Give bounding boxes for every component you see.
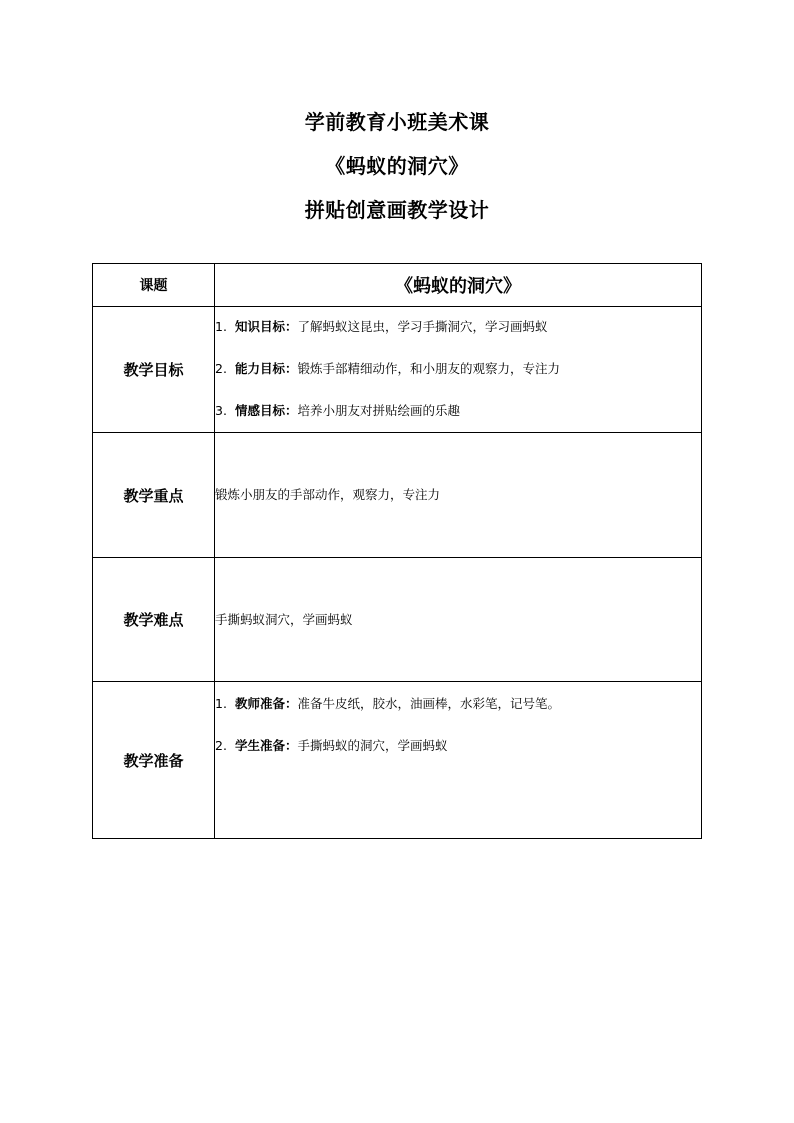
prep-key: 学生准备： <box>235 738 298 753</box>
prep-key: 教师准备： <box>235 696 298 711</box>
row-prep <box>93 682 702 839</box>
goal-item-2 <box>215 359 701 379</box>
prep-item-2 <box>215 736 701 756</box>
row-focus <box>93 433 702 558</box>
topic-value: 《蚂蚁的洞穴》 <box>215 264 702 307</box>
goal-num: 1. <box>215 318 227 334</box>
prep-text: 准备牛皮纸，胶水，油画棒，水彩笔，记号笔。 <box>297 696 561 711</box>
label-difficulty: 教学难点 <box>93 558 215 682</box>
title-line-2: 《蚂蚁的洞穴》 <box>325 154 469 178</box>
lesson-plan-table <box>92 263 702 839</box>
prep-text: 手撕蚂蚁的洞穴，学画蚂蚁 <box>297 738 448 753</box>
focus-cell <box>215 433 702 558</box>
row-goals <box>93 307 702 433</box>
document-title <box>0 100 794 232</box>
title-line-3: 拼贴创意画教学设计 <box>304 198 490 222</box>
goal-text: 培养小朋友对拼贴绘画的乐趣 <box>297 402 461 418</box>
goal-num: 2. <box>215 360 227 376</box>
goal-key: 能力目标： <box>235 360 298 376</box>
prep-item-1 <box>215 694 701 714</box>
title-line-1: 学前教育小班美术课 <box>304 110 490 134</box>
prep-num: 1. <box>215 696 227 711</box>
goal-item-3 <box>215 401 701 421</box>
goal-key: 知识目标： <box>235 318 298 334</box>
goal-text: 锻炼手部精细动作，和小朋友的观察力，专注力 <box>297 360 561 376</box>
goals-cell <box>215 307 702 433</box>
difficulty-cell <box>215 558 702 682</box>
label-focus: 教学重点 <box>93 433 215 558</box>
difficulty-text: 手撕蚂蚁洞穴，学画蚂蚁 <box>215 611 353 627</box>
label-prep: 教学准备 <box>93 682 215 839</box>
label-goals: 教学目标 <box>93 307 215 433</box>
prep-cell <box>215 682 702 839</box>
goal-key: 情感目标： <box>235 402 298 418</box>
row-difficulty <box>93 558 702 682</box>
goal-item-1 <box>215 317 701 337</box>
prep-num: 2. <box>215 738 227 753</box>
label-topic: 课题 <box>93 264 215 307</box>
goal-text: 了解蚂蚁这昆虫，学习手撕洞穴，学习画蚂蚁 <box>297 318 548 334</box>
row-topic <box>93 264 702 307</box>
focus-text: 锻炼小朋友的手部动作，观察力，专注力 <box>215 487 441 502</box>
goal-num: 3. <box>215 402 227 418</box>
